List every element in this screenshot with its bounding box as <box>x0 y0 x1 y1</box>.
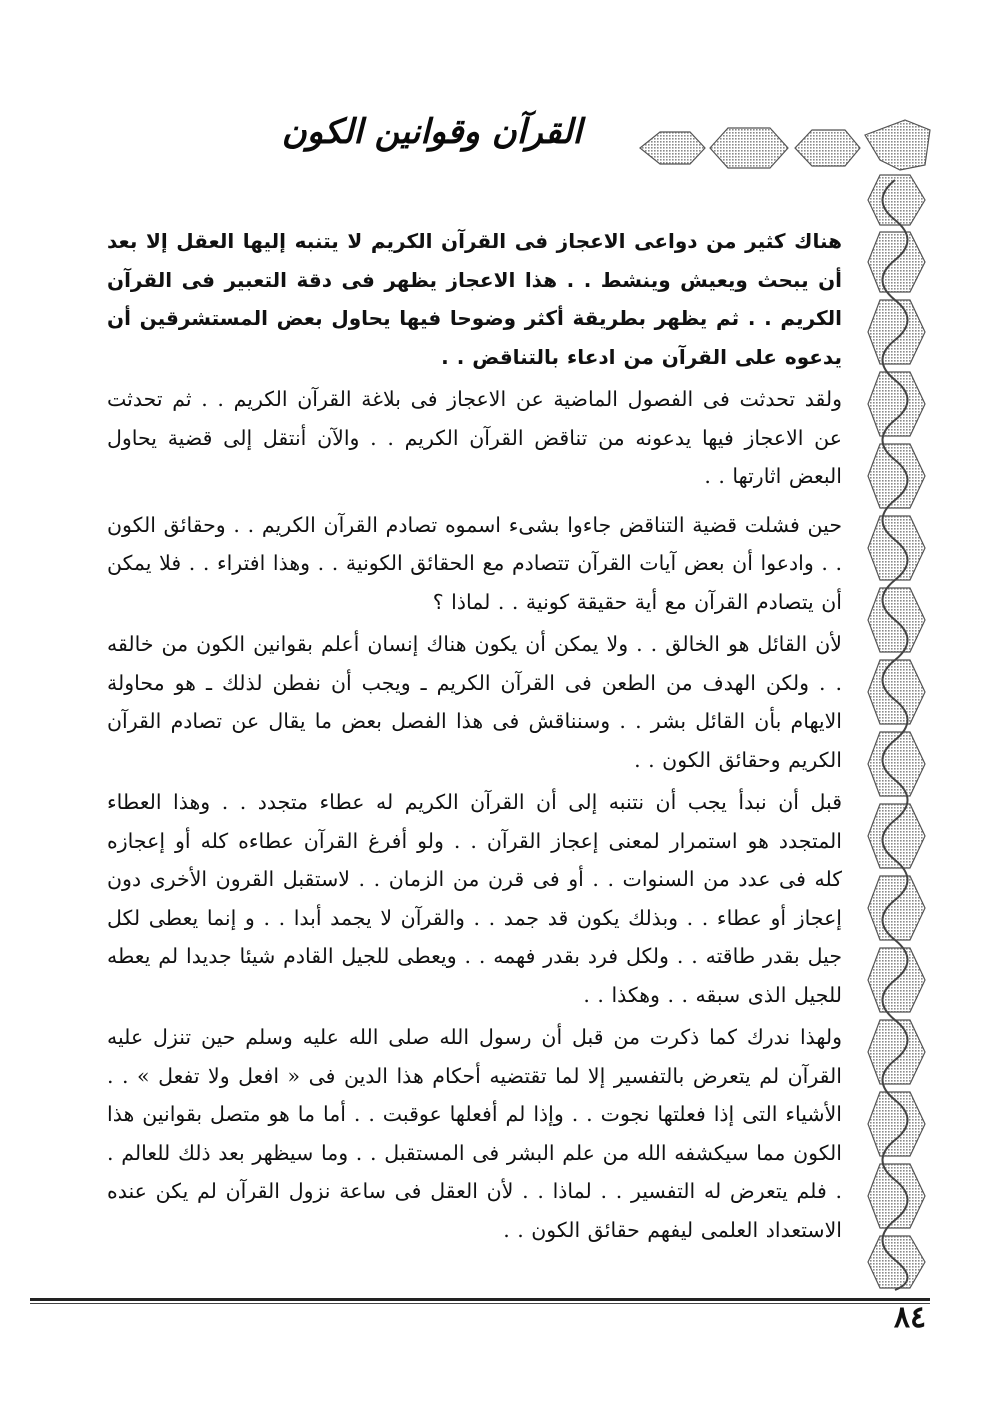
paragraph: قبل أن نبدأ يجب أن نتنبه إلى أن القرآن الكريم له عطاء متجدد . . وهذا العطاء المتجدد هو استمرار لمعنى إعجاز القرآن . . ولو أفرغ القرآن عطاءه كله أو إعجازه كله فى عدد من السنوات . . أو فى قرن من الزمان . . لاستقبل القرون الأخرى دون إعجاز أو عطاء . . وبذلك يكون قد جمد . . والقرآن لا يجمد أبدا . . و إنما يعطى لكل جيل بقدر طاقته . . ولكل فرد بقدر فهمه . . ويعطى للجيل القادم شيئا جديدا لم يعطه للجيل الذى سبقه . . وهكذا . . <box>107 790 842 1007</box>
top-ornament <box>640 120 930 170</box>
side-ornament <box>868 175 925 1288</box>
page-number: ٨٤ <box>893 1300 927 1335</box>
paragraph: حين فشلت قضية التناقض جاءوا بشىء اسموه تصادم القرآن الكريم . . وحقائق الكون . . وادعوا أن بعض آيات القرآن تتصادم مع الحقائق الكونية . . وهذا افتراء . . فلا يمكن أن يتصادم القرآن مع أية حقيقة كونية . . لماذا ؟ <box>107 512 842 614</box>
page-title: القرآن وقوانين الكون <box>281 112 582 152</box>
footer-rule <box>30 1298 930 1301</box>
paragraph: ولهذا ندرك كما ذكرت من قبل أن رسول الله صلى الله عليه وسلم حين تنزل عليه القرآن لم يتعرض بالتفسير إلا لما تقتضيه أحكام هذا الدين فى « افعل ولا تفعل » . . الأشياء التى إذا فعلتها نجوت . . وإذا لم أفعلها عوقبت . . أما ما هو متصل بقوانين هذا الكون مما سيكشفه الله من علم البشر فى المستقبل . . وما سيظهر بعد ذلك للعالم . . فلم يتعرض له التفسير . . لماذا . . لأن العقل فى ساعة نزول القرآن لم يكن عنده الاستعداد العلمى ليفهم حقائق الكون . . <box>107 1025 842 1242</box>
paragraph: لأن القائل هو الخالق . . ولا يمكن أن يكون هناك إنسان أعلم بقوانين الكون من خالقه . . ولكن الهدف من الطعن فى القرآن الكريم ـ ويجب أن نفطن لذلك ـ هو محاولة الايهام بأن القائل بشر . . وسنناقش فى هذا الفصل بعض ما يقال عن تصادم القرآن الكريم وحقائق الكون . . <box>107 632 842 772</box>
footer-rule-thin <box>30 1303 930 1304</box>
paragraph: هناك كثير من دواعى الاعجاز فى القرآن الكريم لا يتنبه إليها العقل إلا بعد أن يبحث ويعيش وينشط . . هذا الاعجاز يظهر فى دقة التعبير فى القرآن الكريم . . ثم يظهر بطريقة أكثر وضوحا فيها يحاول بعض المستشرقين أن يدعوه على القرآن من ادعاء بالتناقض . . <box>107 229 842 369</box>
paragraph: ولقد تحدثت فى الفصول الماضية عن الاعجاز فى بلاغة القرآن الكريم . . ثم تحدثت عن الاعجاز فيها يدعونه من تناقض القرآن الكريم . . والآن أنتقل إلى قضية يحاول البعض اثارتها . . <box>107 387 842 488</box>
body-text <box>107 222 842 1253</box>
